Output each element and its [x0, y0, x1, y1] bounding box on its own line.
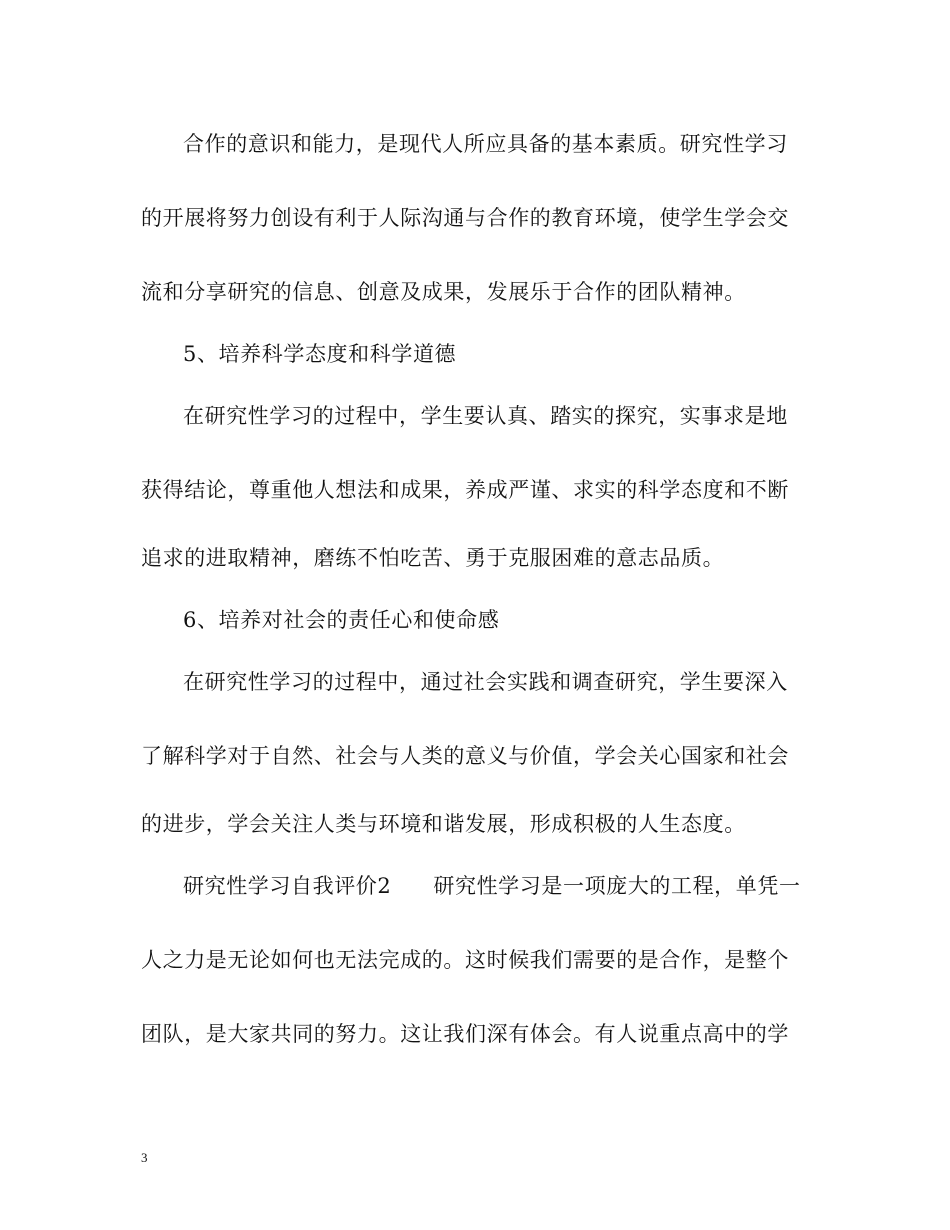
section-heading: 5、培养科学态度和科学道德: [183, 342, 457, 366]
paragraph-line: 追求的进取精神，磨练不怕吃苦、勇于克服困难的意志品质。: [141, 546, 725, 570]
paragraph-line: 在研究性学习的过程中，通过社会实践和调查研究，学生要深入: [183, 670, 788, 694]
paragraph-line: 的进步，学会关注人类与环境和谐发展，形成积极的人生态度。: [141, 812, 746, 836]
paragraph-line: 在研究性学习的过程中，学生要认真、踏实的探究，实事求是地: [183, 404, 788, 428]
paragraph-line: 团队，是大家共同的努力。这让我们深有体会。有人说重点高中的学: [141, 1022, 789, 1046]
paragraph-line: 获得结论，尊重他人想法和成果，养成严谨、求实的科学态度和不断: [141, 478, 789, 502]
paragraph-line: 合作的意识和能力，是现代人所应具备的基本素质。研究性学习: [183, 132, 788, 156]
article-title: 研究性学习自我评价2: [183, 874, 392, 898]
page-number: 3: [141, 1150, 148, 1165]
paragraph-line: 流和分享研究的信息、创意及成果，发展乐于合作的团队精神。: [141, 280, 746, 304]
section-heading: 6、培养对社会的责任心和使命感: [183, 608, 500, 632]
paragraph-line: [183, 873, 801, 899]
article-text: 研究性学习是一项庞大的工程，单凭一: [433, 874, 801, 898]
paragraph-line: 的开展将努力创设有利于人际沟通与合作的教育环境，使学生学会交: [141, 206, 789, 230]
paragraph-line: 人之力是无论如何也无法完成的。这时候我们需要的是合作，是整个: [141, 948, 789, 972]
paragraph-line: 了解科学对于自然、社会与人类的意义与价值，学会关心国家和社会: [141, 744, 789, 768]
